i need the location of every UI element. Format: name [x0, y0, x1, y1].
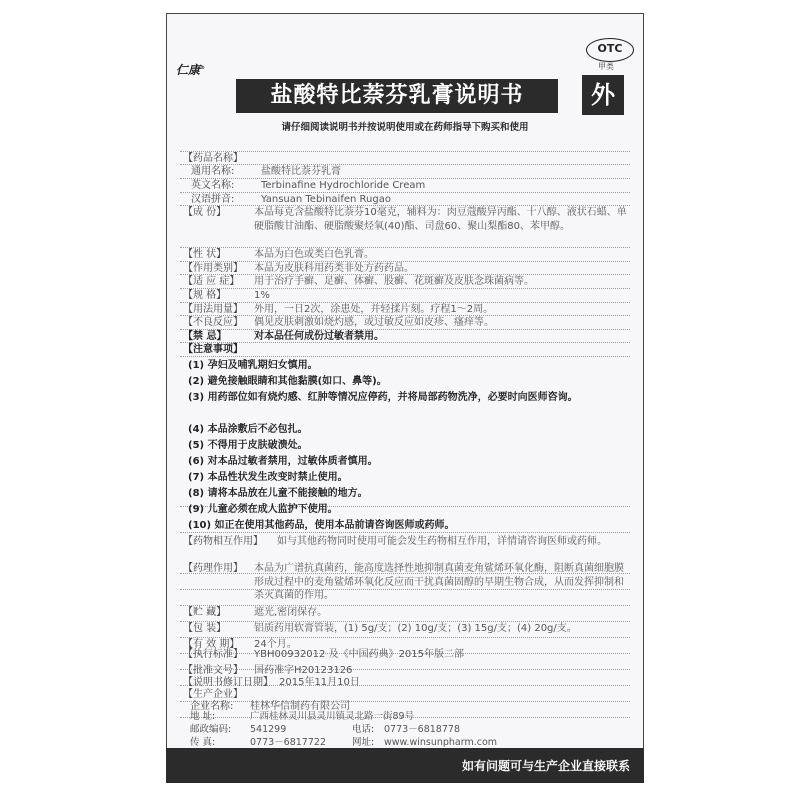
address-row-label: 地 址: — [190, 711, 216, 722]
drug-name-heading: 【药品名称】 — [183, 153, 243, 164]
english-name-row: 英文名称: Terbinafine Hydrochloride Cream — [191, 180, 426, 191]
revision-date-row: 【说明书修订日期】 2015年11月10日 — [183, 677, 360, 688]
precaution-item: (2) 避免接触眼睛和其他黏膜(如口、鼻等)。 — [188, 376, 387, 387]
validity-row: 【有 效 期】 24个月。 — [183, 639, 297, 650]
divider — [180, 151, 630, 152]
precaution-item: (5) 不得用于皮肤破溃处。 — [188, 440, 308, 451]
precaution-item: (1) 孕妇及哺乳期妇女慎用。 — [188, 360, 318, 371]
phone-row-label: 电话: — [352, 724, 375, 735]
interaction-label: 【药物相互作用】 — [183, 536, 263, 547]
registered-mark: ® — [200, 65, 206, 71]
composition-text: 本品每克含盐酸特比萘芬10毫克，辅料为：肉豆蔻酸异丙酯、十八醇、液状石蜡、单硬脂酸甘油酯、硬脂酸聚烃氧(40)酯、司盘60、聚山梨酯80、苯甲醇。 — [254, 207, 627, 232]
divider — [180, 532, 630, 533]
brand-name: 仁康 — [176, 63, 201, 77]
website-row-value: www.winsunpharm.com — [384, 737, 498, 748]
indication-row: 【适 应 症】 用于治疗手癣、足癣、体癣、股癣、花斑癣及皮肤念珠菌病等。 — [183, 276, 534, 287]
footer-bar — [166, 748, 644, 783]
fax-row-label: 传 真: — [190, 737, 216, 748]
generic-name-row: 通用名称: 盐酸特比萘芬乳膏 — [191, 166, 341, 177]
phone-row-value: 0773－6818778 — [384, 724, 460, 735]
usage-row: 【用法用量】 外用，一日2次，涂患处，并轻揉片刻。疗程1～2周。 — [183, 304, 494, 315]
approval-row: 【批准文号】 国药准字H20123126 — [183, 665, 353, 676]
address-row-value: 广西桂林灵川县灵川镇灵北路一街89号 — [250, 711, 415, 722]
interaction-text: 如与其他药物同时使用可能会发生药物相互作用，详情请咨询医师或药师。 — [277, 536, 607, 547]
package-row: 【包 装】 铝质药用软膏管装，(1) 5g/支；(2) 10g/支；(3) 15g/支；(4) 20g/支。 — [183, 623, 577, 634]
precaution-item: (4) 本品涂敷后不必包扎。 — [188, 424, 308, 435]
precaution-item: (8) 请将本品放在儿童不能接触的地方。 — [188, 488, 368, 499]
specification-row: 【规 格】 1% — [183, 290, 270, 301]
storage-row: 【贮 藏】 遮光,密闭保存。 — [183, 607, 328, 618]
website-row-label: 网址: — [352, 737, 375, 748]
contraindication-row: 【禁 忌】 对本品任何成份过敏者禁用。 — [183, 331, 384, 342]
precaution-item: (7) 本品性状发生改变时禁止使用。 — [188, 472, 348, 483]
manufacturer-heading: 【生产企业】 — [183, 689, 243, 700]
fax-row-value: 0773－6817722 — [250, 737, 326, 748]
composition-label: 【成 份】 — [183, 207, 227, 218]
footer-contact-text: 如有问题可与生产企业直接联系 — [461, 759, 630, 773]
pharmacology-text: 本品为广谱抗真菌药，能高度选择性地抑制真菌麦角鲨烯环氧化酶，阻断真菌细胞膜形成过程中的麦角鲨烯环氧化反应而干扰真菌固醇的早期生物合成，从而发挥抑制和杀灭真菌的作用。 — [254, 563, 624, 601]
precaution-item: (3) 用药部位如有烧灼感、红肿等情况应停药，并将局部药物洗净，必要时向医师咨询。 — [188, 392, 578, 403]
precautions-heading: 【注意事项】 — [183, 344, 243, 355]
precaution-item: (6) 对本品过敏者禁用，过敏体质者慎用。 — [188, 456, 378, 467]
document-title: 盐酸特比萘芬乳膏说明书 — [236, 79, 558, 113]
postcode-row-label: 邮政编码: — [190, 724, 232, 735]
usage-notice: 请仔细阅读说明书并按说明使用或在药师指导下购买和使用 — [281, 122, 529, 133]
precaution-item: (10) 如正在使用其他药品，使用本品前请咨询医师或药师。 — [188, 520, 455, 531]
divider — [180, 356, 630, 357]
brand-logo — [176, 61, 205, 78]
postcode-row-value: 541299 — [250, 724, 287, 735]
otc-badge: OTC — [586, 38, 634, 62]
adverse-row: 【不良反应】 偶见皮肤刺激如烧灼感，或过敏反应如皮疹、瘙痒等。 — [183, 317, 494, 328]
phone-row — [352, 723, 460, 736]
address-row — [190, 710, 414, 723]
fax-row — [190, 736, 326, 749]
properties-row: 【性 状】 本品为白色或类白色乳膏。 — [183, 249, 374, 260]
category-row: 【作用类别】 本品为皮肤科用药类非处方药药品。 — [183, 263, 414, 274]
pharmacology-label: 【药理作用】 — [183, 563, 243, 574]
website-row — [352, 736, 497, 749]
precaution-item: (9) 儿童必须在成人监护下使用。 — [188, 504, 338, 515]
postcode-row — [190, 723, 286, 736]
pinyin-name-row: 汉语拼音: Yansuan Tebinaifen Rugao — [191, 194, 391, 205]
external-use-badge: 外 — [582, 75, 624, 115]
standard-row: 【执行标准】 YBH00932012 及《中国药典》2015年版二部 — [183, 649, 465, 660]
company-row: 企业名称: 桂林华信制药有限公司 — [190, 701, 350, 712]
otc-class-label: 甲类 — [598, 62, 614, 71]
